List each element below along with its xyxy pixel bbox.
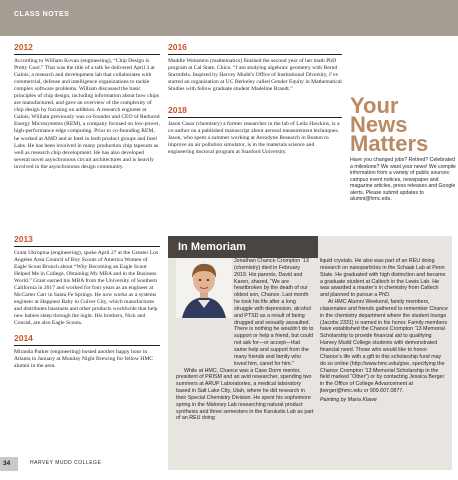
page-number: 34 [3, 460, 11, 467]
memoriam-col2-paragraph-1: liquid crystals. He also was part of an REU doing research on nanoparticles in the Schaak Lab at Penn State. He graduated with high distinction and became a graduate student at Caltech in the Lewis Lab. He was awarded a master’s in chemistry from Caltech and planned to pursue a PhD. [320, 258, 446, 299]
class-note-2016: Maddie Weinstein (mathematics) finished the second year of her math PhD program at Cal State, Chico. “I am studying algebraic geometry with Bernd Sturmfels. Inspired by Harvey Mudd’s Office of Institutional Diversity, I’ve started an organization at UC Berkeley called Gender Equity in Mathematical Studies with fellow graduate student Madeline Brandt.” [168, 58, 342, 93]
your-news-text: Have you changed jobs? Retired? Celebrated a milestone? We want your news! We compile information from a variety of public sources: campus event notices, newspaper and magazine articles, press releases and Google alerts. Please submit updates to alumni@hmc.edu. [350, 157, 456, 202]
your-news-title-1: Your [350, 93, 399, 118]
class-note-2014: Miranda Parker (engineering) hosted another happy hour in Atlanta in January at Monday Night Brewing for fellow HMC alumni in the area. [14, 348, 154, 369]
your-news-title-2: News [350, 112, 408, 137]
year-heading-2012: 2012 [14, 42, 160, 55]
your-news-title-3: Matters [350, 131, 429, 156]
section-header-bar [0, 0, 458, 36]
page-number-tab [0, 457, 18, 471]
footer-college-name: HARVEY MUDD COLLEGE [30, 460, 102, 466]
year-heading-2013: 2013 [14, 234, 160, 247]
column-left [14, 42, 160, 171]
year-heading-2016: 2016 [168, 42, 342, 55]
class-note-2012: According to William Kovan (engineering), “Chip Design is Pretty Cool.” That was the title of a talk he delivered April 3 at Galois, a research and development lab that collaborates with commercial, defense and intelligence organizations to tackle complex software problems. William discussed the basic principles of chip design, including information about how chips are manufactured, and gave an overview of the complexity of chip design by focusing on addition. A research engineer at Galois, William previously was co-founder and CEO of Reduced Energy Microsystems (REM), a company focused on low-power, high-performance edge computing. Prior to co-founding REM, he worked at AMD and at Intel in both product groups and Intel Labs. He has been involved in many production chip tapeouts as well as research chip development. He has also developed several novel asynchronous circuit architectures and is heavily involved in the asynchronous design community. [14, 58, 160, 170]
memoriam-intro [234, 258, 314, 368]
section-title: CLASS NOTES [14, 11, 70, 18]
year-heading-2018: 2018 [168, 105, 342, 118]
memoriam-col2-paragraph-2: At HMC Alumni Weekend, family members, classmates and friends gathered to remember Chance in the chemistry department where the student lounge (Jacobs 2331) is named in his honor. Family members have established the Chance Crompton ’13 Memorial Scholarship to provide financial aid to qualifying Harvey Mudd College students with demonstrated financial need. Those who would like to honor Chance’s life with a gift to this scholarship fund may do so online (http://www.hmc.edu/give, specifying the Chance Crompton ’13 Memorial Scholarship in the field marked “Other”) or by contacting Jessica Berger in the Office of College Advancement at jberger@hmc.edu or 909.607.0877. [320, 299, 448, 395]
column-left-lower [14, 234, 160, 370]
year-heading-2014: 2014 [14, 333, 160, 346]
memoriam-column-2 [320, 258, 448, 404]
memoriam-title: In Memoriam [178, 241, 246, 253]
painting-credit: Painting by Maria Klawe [320, 396, 377, 403]
memoriam-column-1 [176, 258, 314, 422]
memoriam-paragraph-2: While at HMC, Chance was a Case Dorm mentor, president of PRISM and an avid researcher, spending two summers at ARUP Laboratories, a medical laboratory based in Salt Lake City, Utah, where he did research in their Special Chemistry Division. He spent his sophomore spring in the Maloney Lab researching natural product synthesis and three semesters in the Karukstis Lab as part of an REU doing [176, 367, 314, 422]
column-middle [168, 42, 342, 156]
class-note-2018: Jason Casar (chemistry) a former researcher in the lab of Leila Hawkins, is a co-author on a published manuscript about aerosol measurement techniques. Jason, who spent a summer working at Aerodyne Research in Boston to improve an air pollution simulator, is in the materials science and engineering doctoral program at Stanford University. [168, 121, 340, 156]
class-note-2013: Grant Ukropina (engineering), spoke April 27 at the Greater Los Angeles Area Council of Boy Scouts of America Women of Eagle Scout Brunch about “Why Becoming an Eagle Scout Helped Me in College, Obtaining My MBA and in the Business World.” Grant earned his MBA from the University of Southern California in 2017 and worked for four years as an engineer at McCarter Carr in Santa Fe Springs. He now works as a systems engineer at Happiest Baby in Culver City, which manufactures and distributes bassinets and other products worldwide that help new babies sleep through the night. His brothers, Nick and Conrad, are also Eagle Scouts. [14, 250, 159, 327]
your-news-callout [350, 93, 456, 203]
memoriam-intro-text: Jonathan Chance Crompton ’13 (chemistry) died in February 2019. His parents, David and Karen, shared, “We are heartbroken by the death of our oldest son, Chance. Last month he took his life after a long struggle with depression, alcohol and PTSD as a result of being drugged and sexually assaulted. There is nothing he wouldn’t do to support or help a friend, but could not ask for—or accept—that same help and support from the many friends and family who loved him, cared for him.” [234, 258, 314, 367]
memoriam-title-bar [168, 236, 318, 258]
in-memoriam-panel [168, 236, 452, 470]
